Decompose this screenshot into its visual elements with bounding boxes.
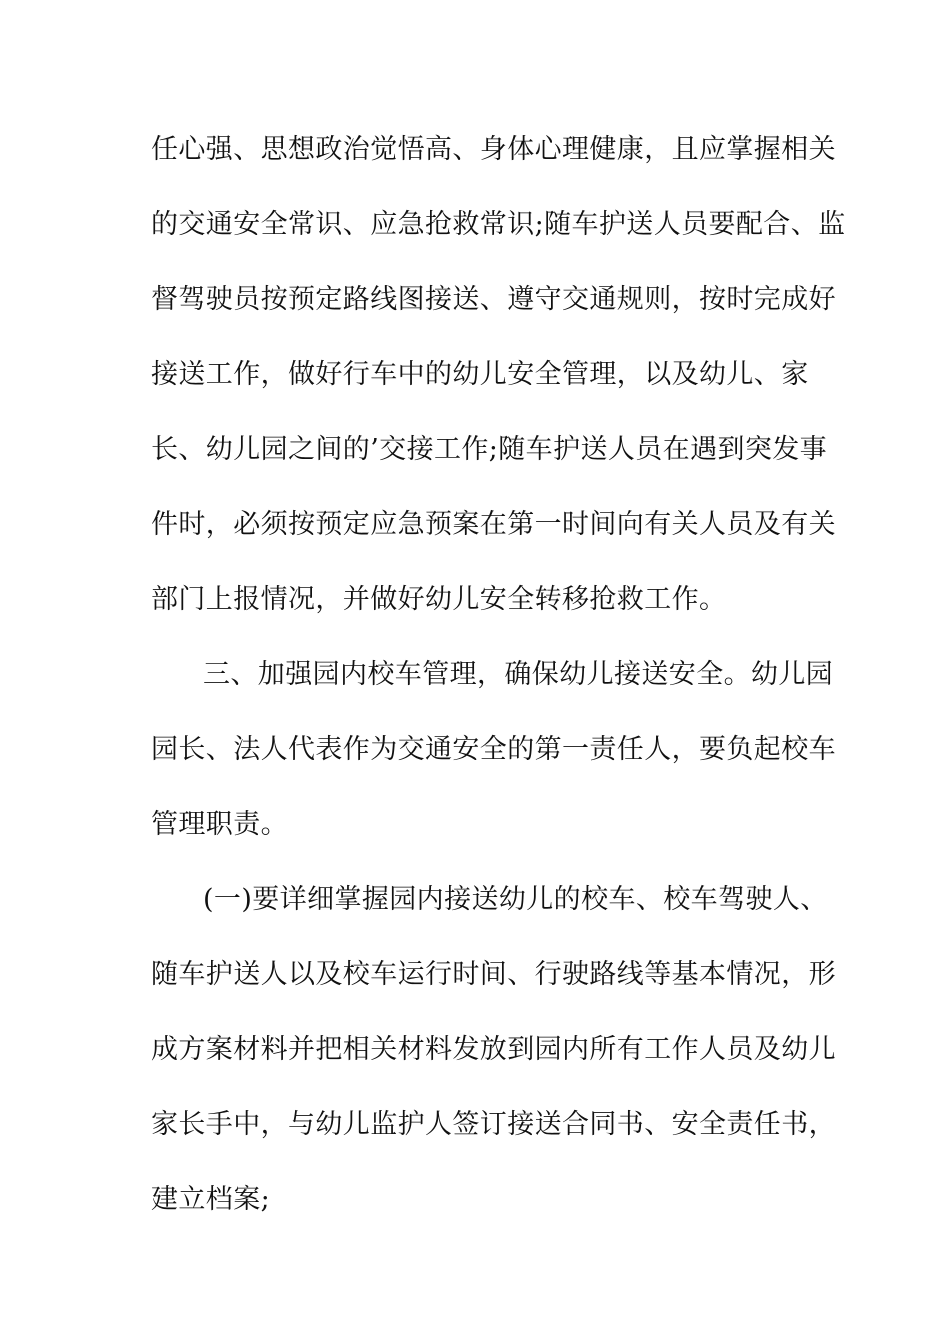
text-line: 任心强、思想政治觉悟高、身体心理健康，且应掌握相关 [151, 134, 836, 165]
text-line: 随车护送人以及校车运行时间、行驶路线等基本情况，形 [151, 959, 836, 990]
text-line: 成方案材料并把相关材料发放到园内所有工作人员及幼儿 [151, 1034, 836, 1065]
text-line: 园长、法人代表作为交通安全的第一责任人，要负起校车 [151, 734, 836, 765]
text-line: 督驾驶员按预定路线图接送、遵守交通规则，按时完成好 [151, 284, 836, 315]
text-line: 长、幼儿园之间的’交接工作;随车护送人员在遇到突发事 [151, 434, 828, 465]
text-line: 管理职责。 [151, 809, 288, 840]
text-line: 家长手中，与幼儿监护人签订接送合同书、安全责任书， [151, 1109, 836, 1140]
text-line: 建立档案; [151, 1184, 271, 1215]
text-line: 接送工作，做好行车中的幼儿安全管理，以及幼儿、家 [151, 359, 809, 390]
text-line: 部门上报情况，并做好幼儿安全转移抢救工作。 [151, 584, 727, 615]
text-line: 件时，必须按预定应急预案在第一时间向有关人员及有关 [151, 509, 836, 540]
subsection-heading-line: (一)要详细掌握园内接送幼儿的校车、校车驾驶人、 [203, 884, 828, 915]
text-line: 的交通安全常识、应急抢救常识;随车护送人员要配合、监 [151, 209, 846, 240]
section-heading-line: 三、加强园内校车管理，确保幼儿接送安全。幼儿园 [203, 659, 834, 690]
